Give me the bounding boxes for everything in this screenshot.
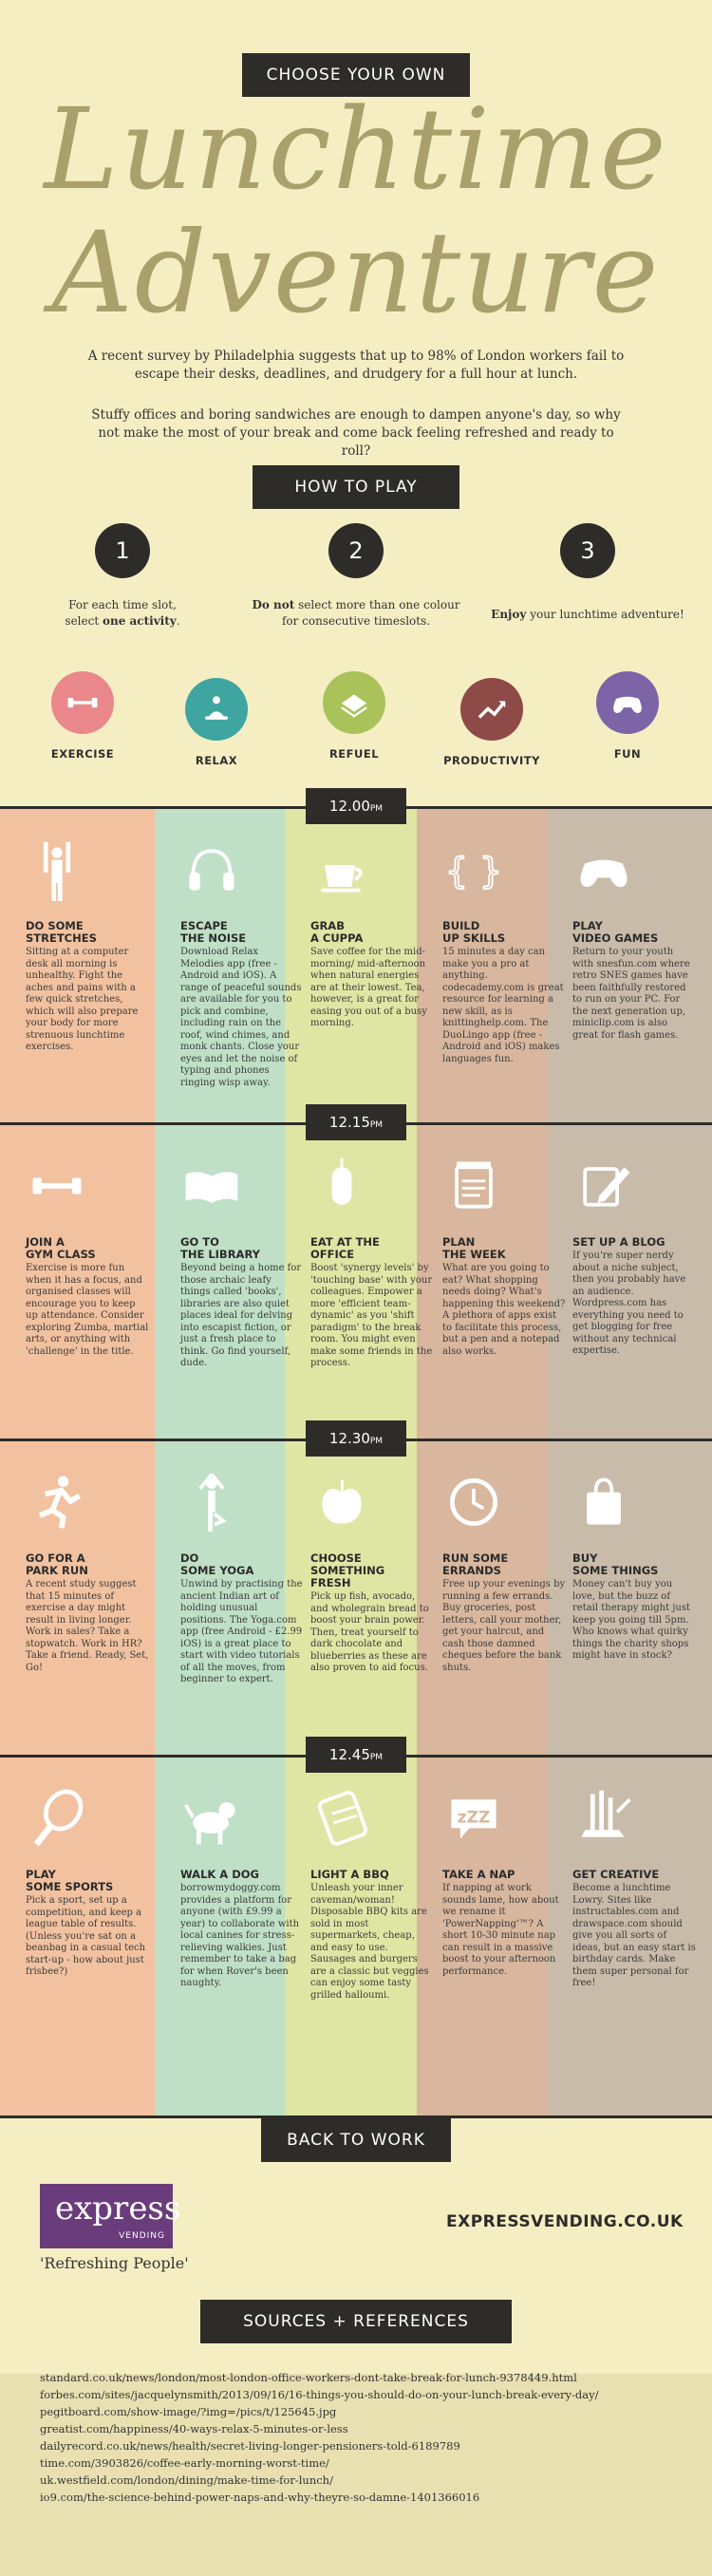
activity-card[interactable]: [180, 1463, 308, 1751]
activity-description: Boost 'synergy levels' by 'touching base' with your colleagues. Empower a more 'efficient team-dynamic' as you 'shift paradigm' to the break room. You might even make some friends in the process.: [310, 1263, 433, 1368]
activity-title: DO SOME YOGA: [180, 1551, 254, 1577]
brand-url[interactable]: EXPRESSVENDING.CO.UK: [446, 2212, 684, 2231]
back-to-work-badge: [261, 2118, 451, 2162]
shopping-bag-icon: [572, 1463, 700, 1549]
svg-text:{ }: { }: [445, 850, 502, 893]
step-number: 2: [328, 523, 384, 578]
time-suffix: PM: [369, 1753, 384, 1762]
activity-description: borrowmydoggy.com provides a platform for anyone (with £9.99 a year) to collaborate with local canines for stress-relieving walkies. Just remember to take a bag for when Rover's been naughty.: [180, 1883, 300, 1988]
activity-card[interactable]: [26, 1147, 153, 1435]
activity-description: If napping at work sounds lame, how about we rename it 'PowerNapping'™? A short 10-30 minute nap can result in a massive boost to your afternoon performance.: [442, 1883, 559, 1977]
reference-link[interactable]: uk.westfield.com/london/dining/make-time-for-lunch/: [40, 2473, 333, 2487]
time-slot-badge: [306, 1104, 406, 1140]
activity-description: Unleash your inner caveman/woman! Disposable BBQ kits are sold in most supermarkets, cheap, and easy to use. Sausages and burgers are a classic but veggies can enjoy some tasty grilled halloumi.: [310, 1883, 429, 2001]
activity-title: BUY SOME THINGS: [572, 1551, 659, 1577]
paint-brushes-icon: [572, 1779, 700, 1865]
time-slot-badge: [306, 788, 406, 824]
activity-description: Become a lunchtime Lowry. Sites like instructables.com and drawspace.com should give you all sorts of ideas, but an easy start is birthday cards. Make them super personal for free!: [572, 1883, 696, 1988]
activity-description: Save coffee for the mid-morning/ mid-afternoon when natural energies are at their lowest. Tea, however, is a great for easing you out of a busy morning.: [310, 947, 427, 1028]
time-suffix: PM: [369, 1120, 384, 1130]
activity-card[interactable]: [442, 1147, 570, 1435]
activity-title: GO FOR A PARK RUN: [26, 1551, 88, 1577]
activity-card[interactable]: [26, 1463, 153, 1751]
activity-title: SET UP A BLOG: [572, 1235, 665, 1249]
tennis-racket-icon: [26, 1779, 153, 1865]
step-number: 3: [560, 523, 615, 578]
reference-list: [40, 2369, 685, 2506]
time-value: 12.30: [328, 1430, 370, 1447]
activity-title: GO TO THE LIBRARY: [180, 1235, 261, 1261]
activity-description: What are you going to eat? What shopping needs doing? What's happening this weekend? A plethora of apps exist to facilitate this process, but a pen and a notepad also works.: [442, 1263, 566, 1357]
activity-description: Pick a sport, set up a competition, and keep a league table of results. (Unless you're sat on a beanbag in a casual tech start-up - how about just frisbee?): [26, 1895, 146, 1977]
activity-title: CHOOSE SOMETHING FRESH: [310, 1551, 385, 1589]
activity-description: A recent study suggest that 15 minutes of exercise a day might result in living longer. Work in sales? Take a stopwatch. Work in HR? Take a friend. Ready, Set, Go!: [26, 1579, 149, 1673]
activity-title: TAKE A NAP: [442, 1868, 515, 1881]
step-3: [478, 523, 697, 623]
activity-title: WALK A DOG: [180, 1868, 259, 1881]
activity-description: If you're super nerdy about a niche subject, then you probably have an audience. Wordpress.com has everything you need to get blogging for free without any technical expertise.: [572, 1250, 686, 1356]
activity-description: Sitting at a computer desk all morning is unhealthy. Fight the aches and pains with a few quick stretches, which will also prepare your body for more strenuous lunchtime exercises.: [26, 947, 139, 1052]
activity-card[interactable]: [26, 1779, 153, 2067]
stretch-figure-icon: [26, 831, 153, 916]
category-label: EXERCISE: [50, 747, 115, 761]
activity-description: Pick up fish, avocado, and wholegrain bread to boost your brain power. Then, treat yourself to dark chocolate and blueberries as these are also proven to aid focus.: [310, 1591, 429, 1673]
dumbbell-icon: [51, 671, 114, 734]
logo-subtext: VENDING: [119, 2231, 165, 2241]
step-text: Do not select more than one colour for consecutive timeslots.: [252, 598, 460, 628]
category-fun: [575, 671, 680, 761]
activity-card[interactable]: [442, 1779, 570, 2067]
intro-paragraph-1: A recent survey by Philadelphia suggests that up to 98% of London workers fail to escape their desks, deadlines, and drudgery for a full hour at lunch.: [87, 348, 625, 382]
express-vending-logo[interactable]: [40, 2184, 181, 2248]
activity-card[interactable]: [442, 831, 570, 1119]
trend-up-icon: [460, 678, 523, 741]
reference-link[interactable]: pegitboard.com/show-image/?img=/pics/t/125645.jpg: [40, 2405, 337, 2418]
reference-link[interactable]: io9.com/the-science-behind-power-naps-and-why-theyre-so-damne-1401366016: [40, 2491, 480, 2504]
activity-title: GRAB A CUPPA: [310, 919, 364, 945]
clock-icon: [442, 1463, 570, 1549]
speech-bubble-zzz-icon: [442, 1779, 570, 1865]
bbq-icon: [310, 1779, 438, 1865]
activity-card[interactable]: [180, 1779, 308, 2067]
activity-description: Return to your youth with snesfun.com where retro SNES games have been faithfully restored to run on your PC. For the next generation up, miniclip.com is also great for flash games.: [572, 947, 690, 1041]
activity-description: 15 minutes a day can make you a pro at anything. codecademy.com is great resource for learning a new skill, as is knittinghelp.com. The DuoLingo app (free - Android and iOS) makes languages fun.: [442, 947, 564, 1064]
gamepad-icon: [596, 671, 659, 734]
braces-icon: [442, 831, 570, 916]
activity-card[interactable]: [26, 831, 153, 1119]
activity-title: LIGHT A BBQ: [310, 1868, 389, 1881]
time-value: 12.15: [328, 1114, 370, 1131]
activity-title: PLAY SOME SPORTS: [26, 1868, 114, 1893]
svg-text:zZZ: zZZ: [457, 1808, 491, 1828]
reference-link[interactable]: time.com/3903826/coffee-early-morning-worst-time/: [40, 2456, 329, 2470]
activity-grid: [0, 798, 712, 2117]
badge-text: CHOOSE YOUR OWN: [266, 66, 446, 85]
category-relax: [164, 678, 269, 767]
back-to-work-label: BACK TO WORK: [287, 2131, 425, 2150]
time-value: 12.00: [328, 798, 370, 815]
category-label: REFUEL: [328, 747, 380, 761]
activity-card[interactable]: [180, 831, 308, 1119]
sandwich-icon: [323, 671, 385, 734]
how-to-play-badge: [253, 465, 459, 509]
activity-description: Beyond being a home for those archaic leafy things called 'books', libraries are also quiet places ideal for delving into escapist fiction, or just a fresh place to think. Go find yourself, dude.: [180, 1263, 302, 1368]
activity-description: Unwind by practising the ancient Indian art of holding unusual positions. The Yoga.com app (free Android - £2.99 iOS) is a great place to start with video tutorials of all the moves, from beginner to expert.: [180, 1579, 303, 1684]
activity-title: ESCAPE THE NOISE: [180, 919, 247, 945]
time-suffix: PM: [369, 804, 384, 814]
reference-link[interactable]: standard.co.uk/news/london/most-london-office-workers-dont-take-break-for-lunch-9378449.html: [40, 2371, 577, 2384]
step-1: [13, 523, 232, 630]
reference-link[interactable]: forbes.com/sites/jacquelynsmith/2013/09/16/16-things-you-should-do-on-your-lunch-break-every-day/: [40, 2388, 599, 2401]
sources-badge: [200, 2300, 512, 2343]
headphones-icon: [180, 831, 308, 916]
category-label: RELAX: [195, 754, 238, 767]
activity-card[interactable]: [572, 1779, 700, 2067]
activity-card[interactable]: [572, 831, 700, 1119]
activity-title: PLAY VIDEO GAMES: [572, 919, 659, 945]
activity-description: Exercise is more fun when it has a focus, and organised classes will encourage you to keep up attendance. Consider exploring Zumba, martial arts, or anything with 'challenge' in the title.: [26, 1263, 149, 1357]
activity-description: Download Relax Melodies app (free - Android and iOS). A range of peaceful sounds are available for you to pick and combine, including rain on the roof, wind chimes, and monk chants. Close your eyes and let the noise of typing and phones ringing wisp away.: [180, 947, 302, 1088]
step-text: Enjoy your lunchtime adventure!: [491, 608, 684, 621]
category-exercise: [30, 671, 135, 761]
yoga-figure-icon: [180, 1463, 308, 1549]
category-label: PRODUCTIVITY: [443, 754, 540, 767]
time-slot-badge: [306, 1420, 406, 1457]
time-value: 12.45: [328, 1746, 370, 1763]
category-productivity: [440, 678, 544, 767]
sources-label: SOURCES + REFERENCES: [243, 2312, 469, 2331]
notepad-icon: [442, 1147, 570, 1232]
brand-tagline: 'Refreshing People': [40, 2254, 189, 2272]
step-text: For each time slot, select one activity.: [65, 598, 180, 628]
pencil-icon: [572, 1147, 700, 1232]
activity-card[interactable]: [310, 1147, 438, 1435]
activity-title: GET CREATIVE: [572, 1868, 660, 1881]
activity-description: Money can't buy you love, but the buzz of retail therapy might just keep you going till 5pm. Who knows what quirky things the charity shops might have in stock?: [572, 1579, 691, 1661]
dumbbell-icon: [26, 1147, 153, 1232]
activity-card[interactable]: [180, 1147, 308, 1435]
step-number: 1: [95, 523, 150, 578]
intro-paragraph-2: Stuffy offices and boring sandwiches are enough to dampen anyone's day, so why not make the most of your break and come back feeling refreshed and ready to roll?: [91, 407, 621, 459]
title-adventure: Adventure: [51, 207, 661, 338]
time-slot-badge: [306, 1737, 406, 1773]
open-book-icon: [180, 1147, 308, 1232]
category-refuel: [302, 671, 406, 761]
runner-icon: [26, 1463, 153, 1549]
activity-title: EAT AT THE OFFICE: [310, 1235, 380, 1261]
activity-card[interactable]: [310, 1463, 438, 1751]
how-to-play-label: HOW TO PLAY: [294, 478, 418, 497]
meditation-icon: [185, 678, 248, 741]
activity-title: RUN SOME ERRANDS: [442, 1551, 509, 1577]
dog-icon: [180, 1779, 308, 1865]
activity-card[interactable]: [572, 1147, 700, 1435]
coffee-cup-icon: [310, 831, 438, 916]
reference-link[interactable]: dailyrecord.co.uk/news/health/secret-living-longer-pensioners-told-6189789: [40, 2439, 460, 2453]
step-2: [247, 523, 465, 630]
activity-description: Free up your evenings by running a few errands. Buy groceries, post letters, call your mother, get your haircut, and cash those damned cheques before the bank shuts.: [442, 1579, 566, 1673]
time-suffix: PM: [369, 1437, 384, 1446]
logo-text: express: [55, 2190, 181, 2228]
activity-title: PLAN THE WEEK: [442, 1235, 506, 1261]
gamepad-icon: [572, 831, 700, 916]
mouse-icon: [310, 1147, 438, 1232]
activity-card[interactable]: [310, 831, 438, 1119]
activity-title: BUILD UP SKILLS: [442, 919, 506, 945]
category-label: FUN: [613, 747, 642, 761]
activity-title: DO SOME STRETCHES: [26, 919, 97, 945]
activity-card[interactable]: [310, 1779, 438, 2067]
activity-card[interactable]: [572, 1463, 700, 1751]
activity-title: JOIN A GYM CLASS: [26, 1235, 96, 1261]
apple-icon: [310, 1463, 438, 1549]
reference-link[interactable]: greatist.com/happiness/40-ways-relax-5-minutes-or-less: [40, 2422, 348, 2435]
activity-card[interactable]: [442, 1463, 570, 1751]
title-lunchtime: Lunchtime: [44, 84, 668, 215]
